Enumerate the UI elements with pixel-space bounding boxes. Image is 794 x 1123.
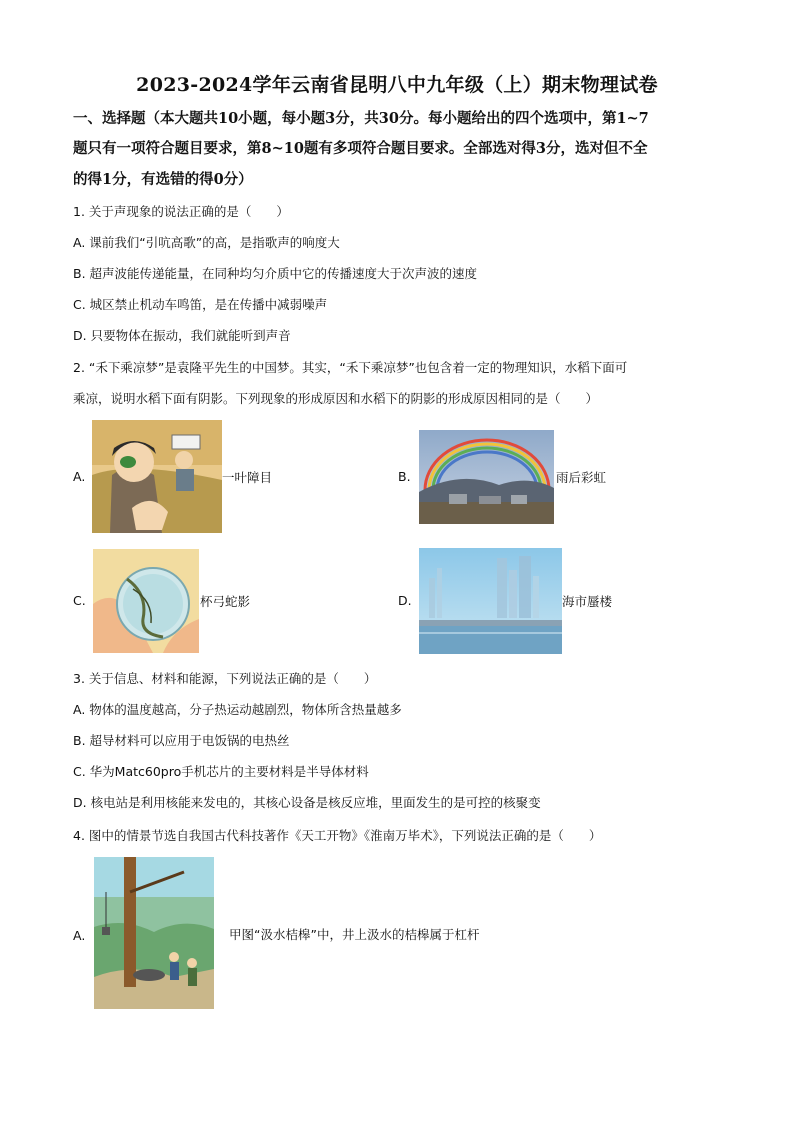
q2-option-d-caption: 海市蜃楼 [562,594,613,609]
q4-option-a-image [94,857,214,1009]
q2-option-d-letter: D. [398,593,412,608]
q2-option-d-image [419,548,562,654]
q1-option-c: C. 城区禁止机动车鸣笛，是在传播中减弱噪声 [73,297,328,312]
q3-option-d: D. 核电站是利用核能来发电的，其核心设备是核反应堆，里面发生的是可控的核聚变 [73,795,541,810]
q4-option-a-letter: A. [73,928,86,943]
q2-option-a-image [92,420,222,533]
section-instructions-line2: 题只有一项符合题目要求，第8~10题有多项符合题目要求。全部选对得3分，选对但不全 [73,140,648,157]
q3-option-c: C. 华为Matc60pro手机芯片的主要材料是半导体材料 [73,764,369,779]
q2-option-b-image [419,430,554,524]
q4-stem: 4. 图中的情景节选自我国古代科技著作《天工开物》《淮南万毕术》，下列说法正确的是（ ） [73,828,602,843]
q2-option-c-caption: 杯弓蛇影 [200,594,251,609]
q1-stem: 1. 关于声现象的说法正确的是（ ） [73,204,289,219]
page-title: 2023-2024学年云南省昆明八中九年级（上）期末物理试卷 [136,74,658,96]
q1-option-a: A. 课前我们“引吭高歌”的高，是指歌声的响度大 [73,235,340,250]
q3-option-b: B. 超导材料可以应用于电饭锅的电热丝 [73,733,290,748]
q2-option-b-letter: B. [398,469,411,484]
section-instructions-line3: 的得1分，有选错的得0分） [73,171,253,188]
q2-option-a-caption: 一叶障目 [222,470,273,485]
q2-option-b-caption: 雨后彩虹 [556,470,607,485]
q3-option-a: A. 物体的温度越高，分子热运动越剧烈，物体所含热量越多 [73,702,402,717]
q2-stem-line1: 2. “禾下乘凉梦”是袁隆平先生的中国梦。其实，“禾下乘凉梦”也包含着一定的物理知识，水稻下面可 [73,360,628,375]
q2-option-a-letter: A. [73,469,86,484]
q4-option-a-text: 甲图“汲水桔槔”中，井上汲水的桔槔属于杠杆 [229,927,480,942]
q3-stem: 3. 关于信息、材料和能源，下列说法正确的是（ ） [73,671,377,686]
q2-stem-line2: 乘凉，说明水稻下面有阴影。下列现象的形成原因和水稻下的阴影的形成原因相同的是（ ） [73,391,599,406]
section-instructions-line1: 一、选择题（本大题共10小题，每小题3分，共30分。每小题给出的四个选项中，第1~7 [73,110,649,127]
q2-option-c-letter: C. [73,593,86,608]
q1-option-b: B. 超声波能传递能量，在同种均匀介质中它的传播速度大于次声波的速度 [73,266,478,281]
q1-option-d: D. 只要物体在振动，我们就能听到声音 [73,328,291,343]
q2-option-c-image [93,549,199,653]
